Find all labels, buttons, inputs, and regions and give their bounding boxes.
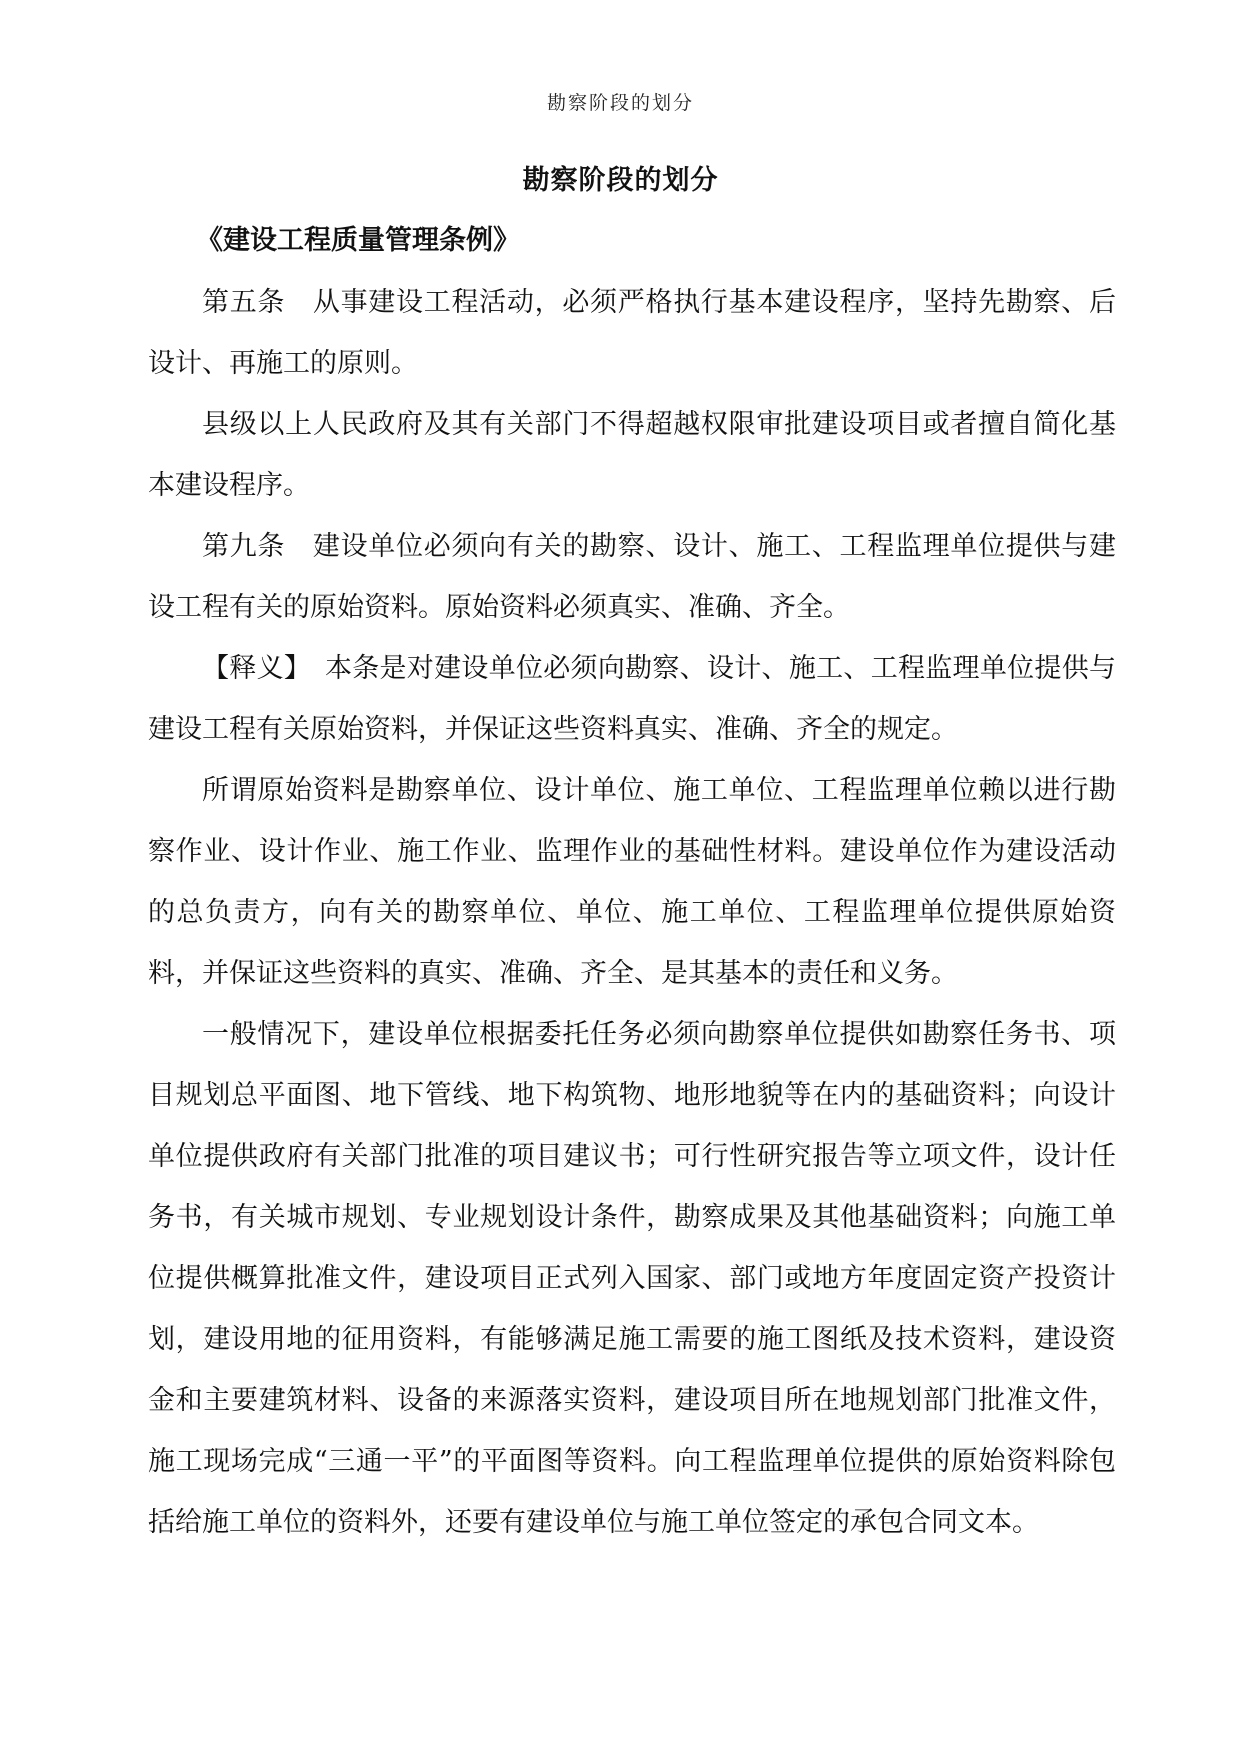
paragraph-article-9: 第九条 建设单位必须向有关的勘察、设计、施工、工程监理单位提供与建设工程有关的原始资料。原始资料必须真实、准确、齐全。 (148, 531, 1116, 623)
paragraph-general-case: 一般情况下，建设单位根据委托任务必须向勘察单位提供如勘察任务书、项目规划总平面图、地下管线、地下构筑物、地形地貌等在内的基础资料；向设计单位提供政府有关部门批准的项目建议书；可行性研究报告等立项文件，设计任务书，有关城市规划、专业规划设计条件，勘察成果及其他基础资料；向施工单位提供概算批准文件，建设项目正式列入国家、部门或地方年度固定资产投资计划，建设用地的征用资料，有能够满足施工需要的施工图纸及技术资料，建设资金和主要建筑材料、设备的来源落实资料，建设项目所在地规划部门批准文件，施工现场完成“三通一平”的平面图等资料。向工程监理单位提供的原始资料除包括给施工单位的资料外，还要有建设单位与施工单位签定的承包合同文本。 (148, 1019, 1116, 1538)
running-header: 勘察阶段的划分 (546, 92, 694, 114)
paragraph-original-materials: 所谓原始资料是勘察单位、设计单位、施工单位、工程监理单位赖以进行勘察作业、设计作业、施工作业、监理作业的基础性材料。建设单位作为建设活动的总负责方，向有关的勘察单位、单位、施工单位、工程监理单位提供原始资料，并保证这些资料的真实、准确、齐全、是其基本的责任和义务。 (148, 775, 1116, 989)
paragraph-county-government: 县级以上人民政府及其有关部门不得超越权限审批建设项目或者擅自简化基本建设程序。 (148, 409, 1116, 501)
document-body (148, 272, 1116, 1553)
document-subtitle: 《建设工程质量管理条例》 (196, 225, 520, 256)
document-title: 勘察阶段的划分 (522, 165, 719, 196)
paragraph-article-5: 第五条 从事建设工程活动，必须严格执行基本建设程序，坚持先勘察、后设计、再施工的原则。 (148, 287, 1116, 379)
paragraph-interpretation: 【释义】 本条是对建设单位必须向勘察、设计、施工、工程监理单位提供与建设工程有关原始资料，并保证这些资料真实、准确、齐全的规定。 (148, 653, 1116, 745)
